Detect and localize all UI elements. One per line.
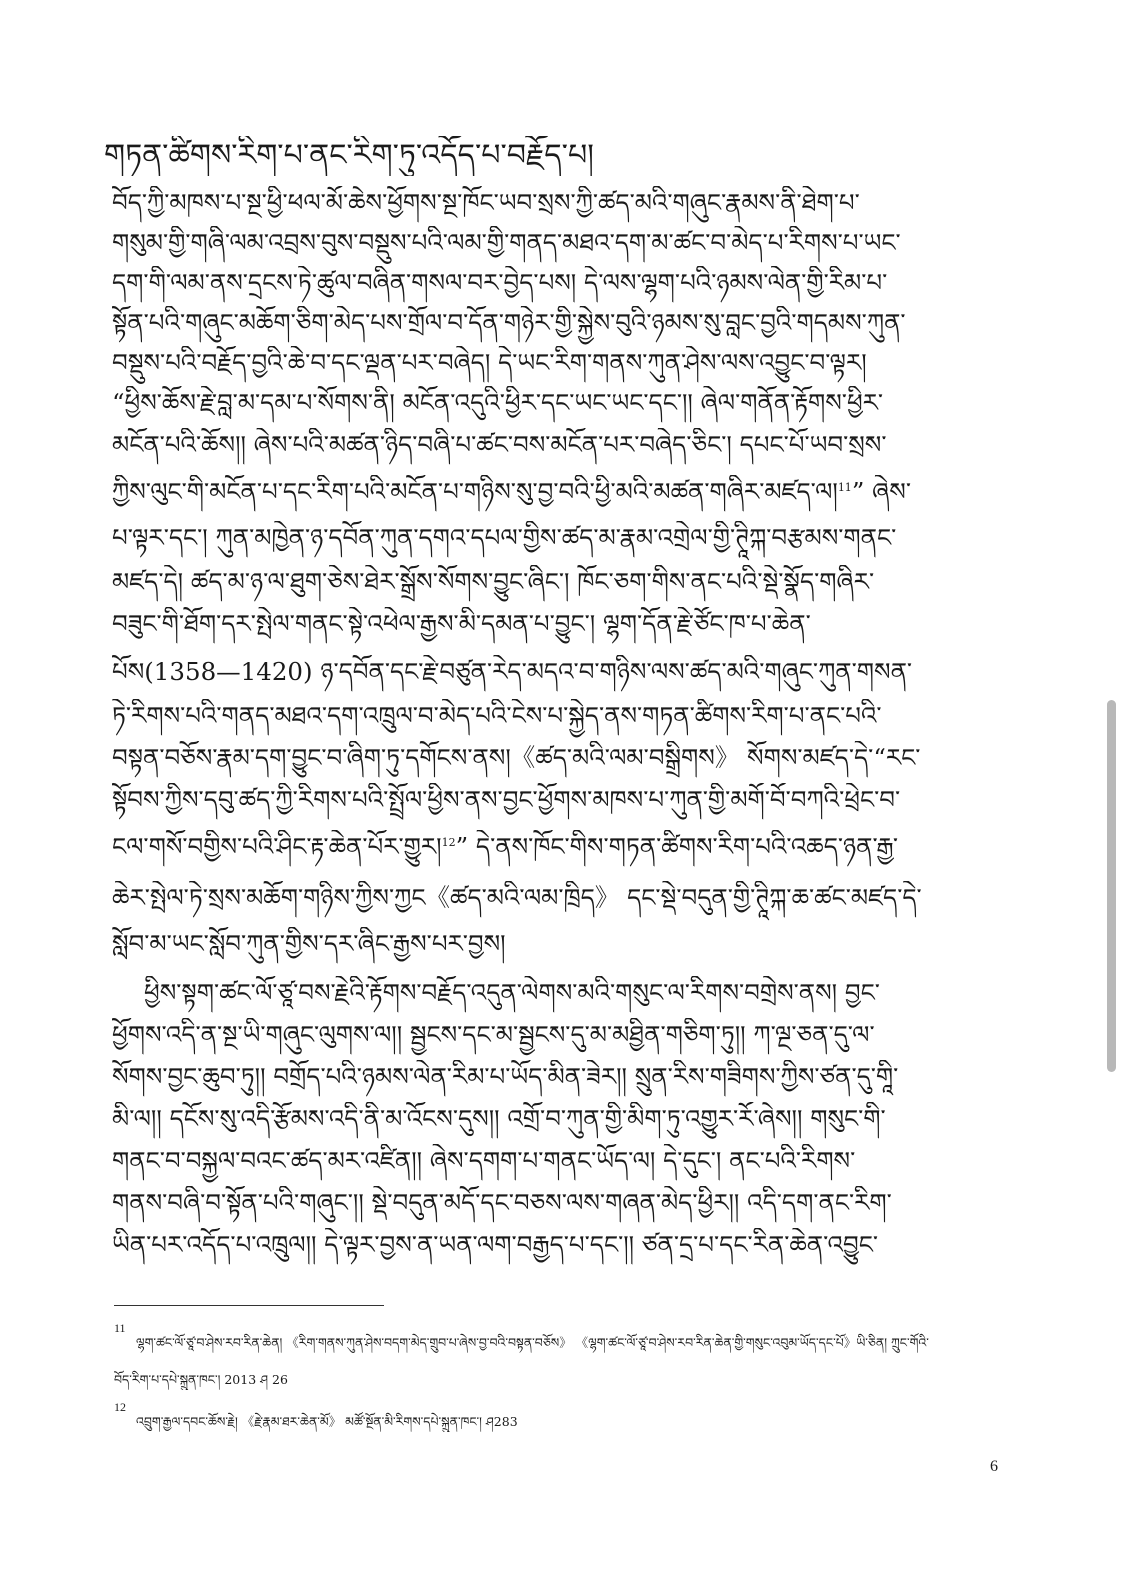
line-tail: ” ཞེས་ xyxy=(851,477,911,506)
line-text: ངལ་གསོ་བགྱིས་པའི་ཤིང་རྟ་ཆེན་པོར་གྱུར། xyxy=(112,832,442,861)
line-text: སྟོན་པའི་གཞུང་མཆོག་ཅིག་མེད་པས་གྲོལ་བ་དོན་གཉེར་གྱི་སྐྱེས་བུའི་ཉམས་སུ་བླང་བྱའི་གདམས་ཀུན་ xyxy=(112,308,906,337)
line-text: “ཕྱིས་ཆོས་རྗེ་བླ་མ་དམ་པ་སོགས་ནི། མངོན་འདུའི་ཕྱིར་དང་ཡང་ཡང་དང་།། ཞེལ་གནོན་རྟོགས་ཕྱིར་ xyxy=(112,388,884,417)
body-line xyxy=(112,266,998,306)
line-text: མངོན་པའི་ཆོས།། ཞེས་པའི་མཚན་ཉིད་བཞི་པ་ཚང་བས་མངོན་པར་བཞེད་ཅིང་། དཔང་པོ་ཡབ་སྲས་ xyxy=(112,430,887,459)
body-line xyxy=(112,927,998,967)
line-text: ཏེ་རིགས་པའི་གནད་མཐའ་དག་འཁྲུལ་བ་མེད་པའི་ངེས་པ་སྐྱེད་ནས་གཏན་ཚིགས་རིག་པ་ནང་པའི་ xyxy=(112,701,882,730)
line-tail: ” དེ་ནས་ཁོང་གིས་གཏན་ཚིགས་རིག་པའི་འཆད་ཉན་རྒྱ་ xyxy=(455,832,899,861)
body-line xyxy=(112,607,998,647)
body-line xyxy=(112,565,998,605)
line-text: བཟུང་གི་ཐོག་དར་སྤེལ་གནང་སྟེ་འཕེལ་རྒྱས་མི་དམན་པ་བྱུང་། ལྷག་དོན་རྗེ་ཙོང་ཁ་པ་ཆེན་ xyxy=(112,609,811,638)
line-text: དག་གི་ལམ་ནས་དྲངས་ཏེ་ཚུལ་བཞིན་གསལ་བར་བྱེད་པས། དེ་ལས་ལྷག་པའི་ཉམས་ལེན་གྱི་རིམ་པ་ xyxy=(112,268,888,297)
footnote-number: 12 xyxy=(114,1400,126,1414)
line-text: གནང་བ་བསྐྱལ་བའང་ཚད་མར་འཛིན།། ཞེས་དགག་པ་གནང་ཡོད་ལ། དེ་དུང་། ནང་པའི་རིགས་ xyxy=(112,1146,856,1175)
line-text: སློབ་མ་ཡང་སློབ་ཀུན་གྱིས་དར་ཞིང་རྒྱས་པར་བྱས། xyxy=(112,929,506,958)
line-text: པ་ལྟར་དང་། ཀུན་མཁྱེན་ཉ་དབོན་ཀུན་དགའ་དཔལ་གྱིས་ཚད་མ་རྣམ་འགྲེལ་གྱི་ཊཱིཀྐ་བརྩམས་གནང་ xyxy=(112,523,897,552)
section-heading: གཏན་ཚིགས་རིག་པ་ནང་རིག་ཏུ་འདོད་པ་བརྗོད་པ། xyxy=(104,138,594,173)
line-text: བསྟན་བཅོས་རྣམ་དག་བྱུང་བ་ཞིག་ཏུ་དགོངས་ནས།《ཚད་མའི་ལམ་བསྒྲིགས》 སོགས་མཛད་དེ་“རང་ xyxy=(112,743,921,772)
body-line xyxy=(112,1144,998,1184)
line-text: ཕྱོགས་འདི་ན་སྔ་ཡི་གཞུང་ལུགས་ལ།། སྦྱངས་དང་མ་སྦྱངས་དུ་མ་མཐྱིན་གཅིག་ཏུ།། ཀ་ལྔ་ཅན་དུ་ལ་ xyxy=(112,1020,875,1049)
body-line xyxy=(112,655,998,695)
body-line xyxy=(112,1018,998,1058)
body-line xyxy=(112,521,998,561)
line-text: གནས་བཞི་བ་སྟོན་པའི་གཞུང་།། སྡེ་བདུན་མདོ་དང་བཅས་ལས་གཞན་མེད་ཕྱིར།། འདི་དག་ནང་རིག་ xyxy=(112,1188,892,1217)
scrollbar-thumb[interactable] xyxy=(1107,700,1116,1072)
body-line xyxy=(112,386,998,426)
footnote-ref[interactable]: 11 xyxy=(837,480,852,494)
body-line xyxy=(112,346,998,386)
body-line xyxy=(112,783,998,823)
line-text: བོད་ཀྱི་མཁས་པ་སྔ་ཕྱི་ཕལ་མོ་ཆེས་ཕྱོགས་སྔ་ཁོང་ཡབ་སྲས་ཀྱི་ཚད་མའི་གཞུང་རྣམས་ནི་ཐེག་པ་ xyxy=(112,188,860,217)
body-line xyxy=(112,830,998,870)
line-text: གསུམ་གྱི་གཞི་ལམ་འབྲས་བུས་བསྡུས་པའི་ལམ་གྱི་གནད་མཐའ་དག་མ་ཚང་བ་མེད་པ་རིགས་པ་ཡང་ xyxy=(112,228,901,257)
line-text: ཀྱིས་ལུང་གི་མངོན་པ་དང་རིག་པའི་མངོན་པ་གཉིས་སུ་བྱ་བའི་ཕྱི་མའི་མཚན་གཞིར་མཛད་ལ། xyxy=(112,477,838,506)
line-text: མི་ལ།། དངོས་སུ་འདི་རྩོམས་འདི་ནི་མ་འོངས་དུས།། འགྲོ་བ་ཀུན་གྱི་མིག་ཏུ་འགྱུར་རོ་ཞེས།། གསུང་གི་ xyxy=(112,1104,886,1133)
line-text: སྟོབས་ཀྱིས་དབུ་ཚད་ཀྱི་རིགས་པའི་སྤྲོལ་ཕྱིས་ནས་བྱང་ཕྱོགས་མཁས་པ་ཀུན་གྱི་མགོ་བོ་བཀའི་ཕྲེང་བ་ xyxy=(112,785,901,814)
line-text: ཆེར་སྤེལ་ཏེ་སྲས་མཆོག་གཉིས་ཀྱིས་ཀྱང《ཚད་མའི་ལམ་ཁྲིད》 དང་སྡེ་བདུན་གྱི་ཊཱིཀྐ་ཆ་ཚང་མཛད་དེ་ xyxy=(112,883,922,912)
page-number: 6 xyxy=(990,1458,998,1475)
line-text: ཡིན་པར་འདོད་པ་འཁྲུལ།། དེ་ལྟར་བྱས་ན་ཡན་ལག་བརྒྱད་པ་དང་།། ཙན་དྲ་པ་དང་རིན་ཆེན་འབྱུང་ xyxy=(112,1230,878,1259)
line-text: ཕྱིས་སྟག་ཚང་ལོ་ཙཱ་བས་རྗེའི་རྟོགས་བརྗོད་འདུན་ལེགས་མའི་གསུང་ལ་རིགས་བགྲེས་ནས། བྱང་ xyxy=(144,978,880,1007)
line-text: པོས(1358—1420) ཉ་དབོན་དང་རྗེ་བཙུན་རེད་མདའ་བ་གཉིས་ལས་ཚད་མའི་གཞུང་ཀུན་གསན་ xyxy=(112,657,913,686)
body-line xyxy=(112,1102,998,1142)
body-line xyxy=(144,976,998,1016)
body-line xyxy=(112,475,998,515)
footnote-text: ལྷག་ཚང་ལོ་ཙཱ་བ་ཤེས་རབ་རིན་ཆེན། 《རིག་གནས་ཀུན་ཤེས་བདག་མེད་གྲུབ་པ་ཞེས་བྱ་བའི་བསྟན་བཅོས》 《ལྷག་ཚང་ལོ་ཙཱ་བ་ཤེས་རབ་རིན་ཆེན་གྱི་གསུང་འབུམ་ཡོད་དང་པོ》ཡི་ཅིན། ཀྲུང་གོའི་ xyxy=(136,1335,929,1350)
footnote-number: 11 xyxy=(114,1321,126,1335)
body-line xyxy=(112,428,998,468)
body-line xyxy=(112,1228,998,1268)
body-line xyxy=(112,881,998,921)
body-line xyxy=(112,699,998,739)
body-line xyxy=(112,306,998,346)
footnote-ref[interactable]: 12 xyxy=(441,835,456,849)
footnote-divider xyxy=(114,1305,384,1306)
line-text: སོགས་བྱང་ཆུབ་ཏུ།། བགྲོད་པའི་ཉམས་ལེན་རིམ་པ་ཡོད་མིན་ཟེར།། སྲུན་རིས་གཟིགས་ཀྱིས་ཙན་དུ་གཱི་ xyxy=(112,1062,899,1091)
body-line xyxy=(112,186,998,226)
line-text: མཛད་དེ། ཚད་མ་ཉ་ལ་ཐུག་ཅེས་ཐེར་སྒྲོས་སོགས་བྱུང་ཞིང་། ཁོང་ཅག་གིས་ནང་པའི་སྡེ་སྣོད་གཞིར་ xyxy=(112,567,875,596)
footnote-text: འབྲུག་རྒྱལ་དབང་ཆོས་རྗེ། 《རྗེ་རྣམ་ཐར་ཆེན་མོ》 མཚོ་སྔོན་མི་རིགས་དཔེ་སྐྲུན་ཁང་། ཤ283 xyxy=(136,1414,518,1429)
line-text: བསྡུས་པའི་བརྗོད་བྱའི་ཆེ་བ་དང་ལྡན་པར་བཞེད། དེ་ཡང་རིག་གནས་ཀུན་ཤེས་ལས་འབྱུང་བ་ལྟར། xyxy=(112,348,867,377)
body-line xyxy=(112,226,998,266)
footnote-text: བོད་རིག་པ་དཔེ་སྐྲུན་ཁང་། 2013 ཤ 26 xyxy=(114,1372,288,1387)
body-line xyxy=(112,1186,998,1226)
body-line xyxy=(112,741,998,781)
body-line xyxy=(112,1060,998,1100)
